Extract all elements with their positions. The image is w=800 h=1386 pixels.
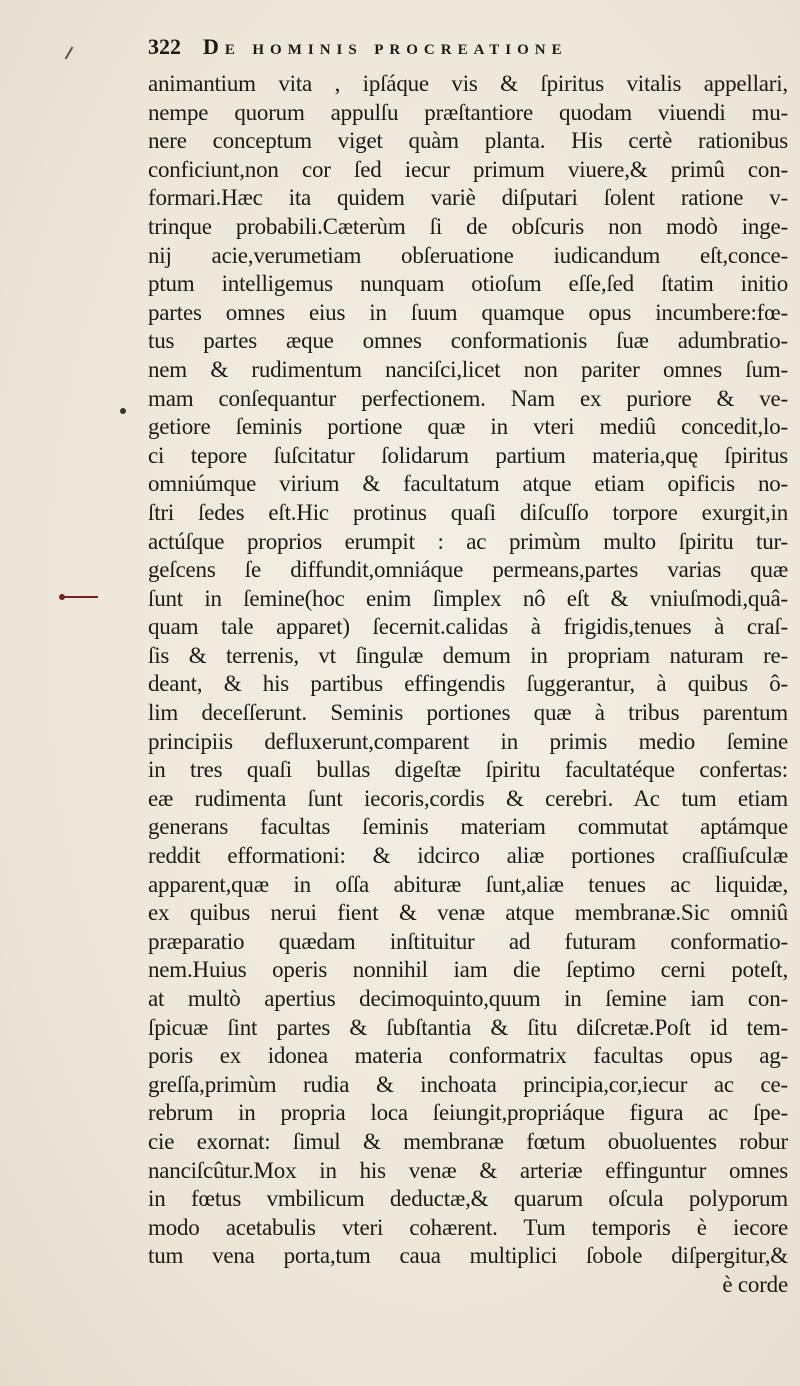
text-line: nanciſcûtur.Mox in his venæ & arteriæ effinguntur omnes bbox=[148, 1157, 788, 1183]
page-number: 322 bbox=[148, 34, 181, 59]
text-line: cie exornat: ſimul & membranæ fœtum obuoluentes robur bbox=[148, 1128, 788, 1154]
text-line: nem.Huius operis nonnihil iam die ſeptimo cerni poteſt, bbox=[148, 957, 788, 983]
margin-dot bbox=[120, 408, 126, 414]
text-line: conficiunt,non cor ſed iecur primum viuere,& primû con- bbox=[148, 156, 788, 182]
text-line: nempe quorum appulſu præſtantiore quodam viuendi mu- bbox=[148, 99, 788, 125]
text-line: generans facultas ſeminis materiam commutat aptámque bbox=[148, 814, 788, 840]
text-line: trinque probabili.Cæterùm ſi de obſcuris non modò inge- bbox=[148, 213, 788, 239]
text-line: nij acie,verumetiam obſeruatione iudicandum eſt,conce- bbox=[148, 242, 788, 268]
text-line: in tres quaſi bullas digeſtæ ſpiritu facultatéque confertas: bbox=[148, 757, 788, 783]
text-line: rebrum in propria loca ſeiungit,propriáque figura ac ſpe- bbox=[148, 1100, 788, 1126]
text-line: ſis & terrenis, vt ſingulæ demum in propriam naturam re- bbox=[148, 642, 788, 668]
text-line: tum vena porta,tum caua multiplici ſobole diſpergitur,& bbox=[148, 1243, 788, 1269]
text-line: actúſque proprios erumpit : ac primùm multo ſpiritu tur- bbox=[148, 528, 788, 554]
text-line: ſunt in ſemine(hoc enim ſimplex nô eſt & vniuſmodi,quâ- bbox=[148, 585, 788, 611]
text-line: nem & rudimentum nanciſci,licet non pariter omnes ſum- bbox=[148, 356, 788, 382]
text-line: ex quibus nerui fient & venæ atque membranæ.Sic omniû bbox=[148, 900, 788, 926]
text-line: ptum intelligemus nunquam otioſum eſſe,ſed ſtatim initio bbox=[148, 271, 788, 297]
body-text bbox=[148, 70, 788, 1300]
text-line: greſſa,primùm rudia & inchoata principia,cor,iecur ac ce- bbox=[148, 1071, 788, 1097]
text-line: tus partes æque omnes conformationis ſuæ adumbratio- bbox=[148, 328, 788, 354]
text-line: modo acetabulis vteri cohærent. Tum temporis è iecore bbox=[148, 1214, 788, 1240]
text-line: geſcens ſe diffundit,omniáque permeans,partes varias quæ bbox=[148, 557, 788, 583]
running-title: De hominis procreatione bbox=[203, 34, 568, 59]
margin-pencil-mark bbox=[65, 46, 74, 59]
text-line: deant, & his partibus effingendis ſuggerantur, à quibus ô- bbox=[148, 671, 788, 697]
text-line: mam conſequantur perfectionem. Nam ex puriore & ve- bbox=[148, 385, 788, 411]
text-line: reddit efformationi: & idcirco aliæ portiones craſſiuſculæ bbox=[148, 843, 788, 869]
text-line: partes omnes eius in ſuum quamque opus incumbere:fœ- bbox=[148, 299, 788, 325]
text-line: nere conceptum viget quàm planta. His certè rationibus bbox=[148, 128, 788, 154]
text-line: formari.Hæc ita quidem variè diſputari ſolent ratione v- bbox=[148, 185, 788, 211]
text-line: in fœtus vmbilicum deductæ,& quarum oſcula polyporum bbox=[148, 1186, 788, 1212]
text-line: ci tepore ſuſcitatur ſolidarum partium materia,quę ſpiritus bbox=[148, 442, 788, 468]
catchword: è corde bbox=[722, 1271, 788, 1297]
text-line: lim deceſſerunt. Seminis portiones quæ à tribus parentum bbox=[148, 700, 788, 726]
text-line: quam tale apparet) ſecernit.calidas à frigidis,tenues à craſ- bbox=[148, 614, 788, 640]
page-header bbox=[148, 34, 788, 70]
text-line: getiore ſeminis portione quæ in vteri mediû concedit,lo- bbox=[148, 414, 788, 440]
text-line: ſtri ſedes eſt.Hic protinus quaſi diſcuſſo torpore exurgit,in bbox=[148, 499, 788, 525]
text-line: eæ rudimenta ſunt iecoris,cordis & cerebri. Ac tum etiam bbox=[148, 785, 788, 811]
text-line: apparent,quæ in oſſa abituræ ſunt,aliæ tenues ac liquidæ, bbox=[148, 871, 788, 897]
text-line: omniúmque virium & facultatum atque etiam opificis no- bbox=[148, 471, 788, 497]
text-line: poris ex idonea materia conformatrix facultas opus ag- bbox=[148, 1043, 788, 1069]
text-line: ſpicuæ ſint partes & ſubſtantia & ſitu diſcretæ.Poſt id tem- bbox=[148, 1014, 788, 1040]
text-line: præparatio quædam inſtituitur ad futuram conformatio- bbox=[148, 928, 788, 954]
margin-arrow-mark bbox=[58, 592, 102, 602]
text-line: at multò apertius decimoquinto,quum in ſemine iam con- bbox=[148, 986, 788, 1011]
text-line: principiis defluxerunt,comparent in primis medio ſemine bbox=[148, 728, 788, 754]
text-line: animantium vita , ipſáque vis & ſpiritus vitalis appellari, bbox=[148, 71, 788, 96]
